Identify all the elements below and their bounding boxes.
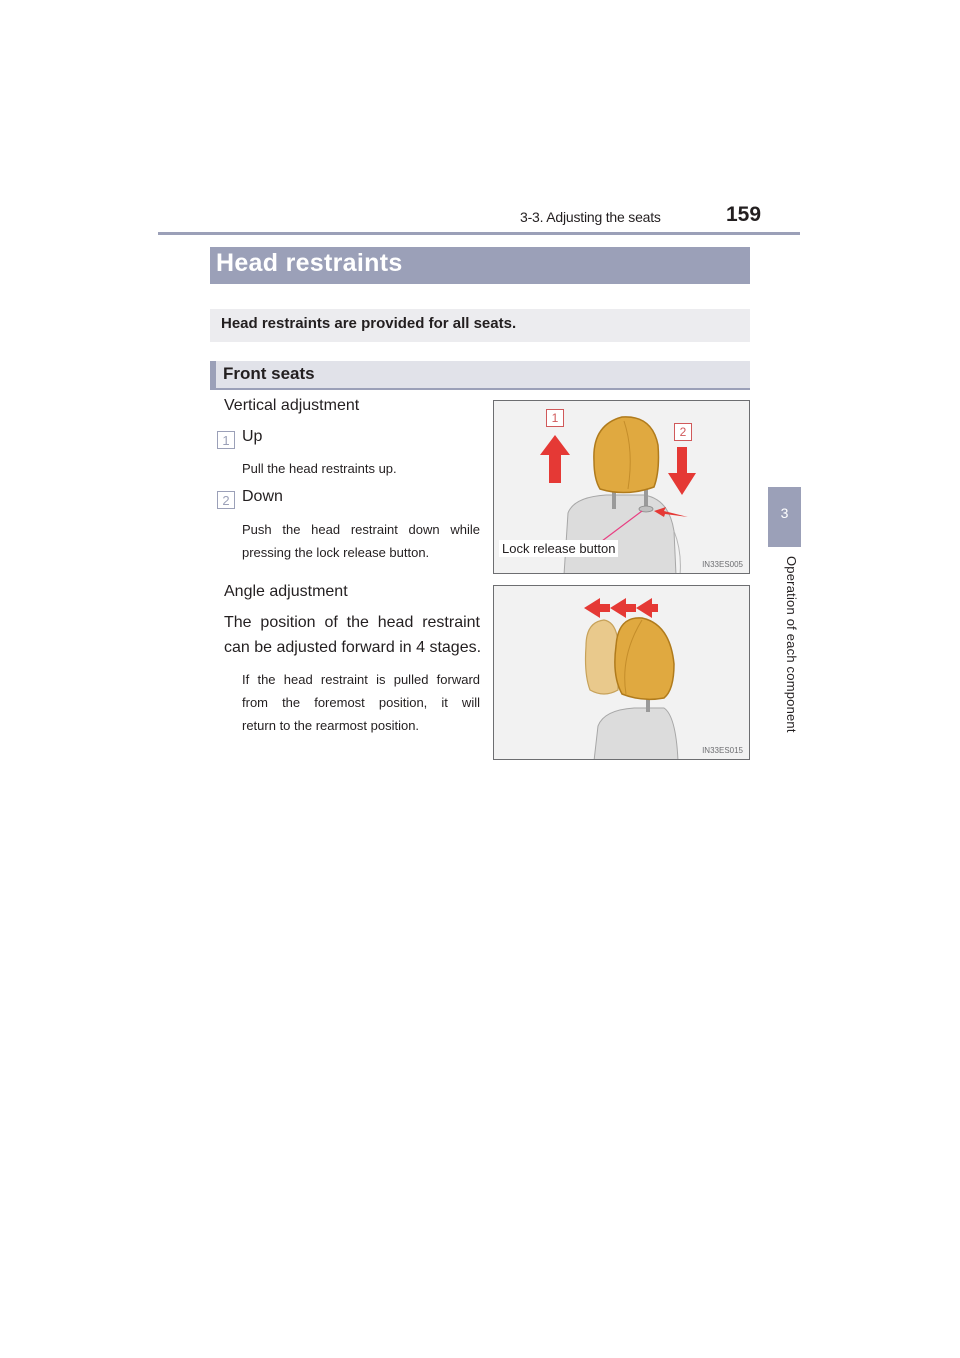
seat-back: [594, 708, 678, 760]
step-label-up: Up: [242, 428, 263, 445]
forward-arrow-3-icon: [636, 598, 658, 618]
head-restraint-rear-position: [586, 620, 619, 694]
chapter-title: Operation of each component: [784, 556, 799, 733]
angle-text-line1: The position of the head restraint: [224, 614, 480, 631]
figure-angle-adjustment: [493, 585, 750, 760]
running-header-section: 3-3. Adjusting the seats: [520, 209, 661, 225]
section-title-bar: [210, 247, 750, 284]
header-rule: [158, 232, 800, 235]
section-title: Head restraints: [216, 249, 403, 277]
seat-back: [564, 495, 676, 574]
intro-text: Head restraints are provided for all seats.: [221, 315, 517, 332]
angle-text-line2: can be adjusted forward in 4 stages.: [224, 639, 482, 656]
step-note-up: Pull the head restraints up.: [242, 461, 397, 476]
intro-box: [210, 309, 750, 342]
angle-adjustment-illustration: [494, 586, 750, 760]
figure-code: IN33ES015: [702, 746, 743, 755]
chapter-number: 3: [780, 505, 789, 521]
down-arrow-icon: [668, 447, 696, 495]
step-note-down-line1: Push the head restraint down while: [242, 522, 480, 537]
vertical-heading: Vertical adjustment: [224, 397, 360, 414]
figure-callout-2: 2: [674, 423, 692, 441]
step-note-down-line2: pressing the lock release button.: [242, 545, 430, 560]
figure-vertical-adjustment: [493, 400, 750, 574]
subsection-title: Front seats: [223, 364, 315, 383]
step-number-1: 1: [217, 431, 235, 449]
angle-heading: Angle adjustment: [224, 583, 348, 600]
angle-note-line1: If the head restraint is pulled forward: [242, 672, 480, 687]
angle-note-line3: return to the rearmost position.: [242, 718, 420, 733]
forward-arrow-2-icon: [610, 598, 636, 618]
lock-release-label: Lock release button: [499, 540, 618, 557]
step-label-down: Down: [242, 488, 283, 505]
head-restraint-forward-position: [615, 618, 674, 699]
chapter-tab: [768, 487, 801, 547]
figure-code: IN33ES005: [702, 560, 743, 569]
figure-callout-1: 1: [546, 409, 564, 427]
page-number: 159: [726, 203, 762, 226]
step-number-2: 2: [217, 491, 235, 509]
subsection-bar: [210, 361, 750, 390]
up-arrow-icon: [540, 435, 570, 483]
forward-arrow-1-icon: [584, 598, 610, 618]
angle-note-line2: from the foremost position, it will: [242, 695, 480, 710]
